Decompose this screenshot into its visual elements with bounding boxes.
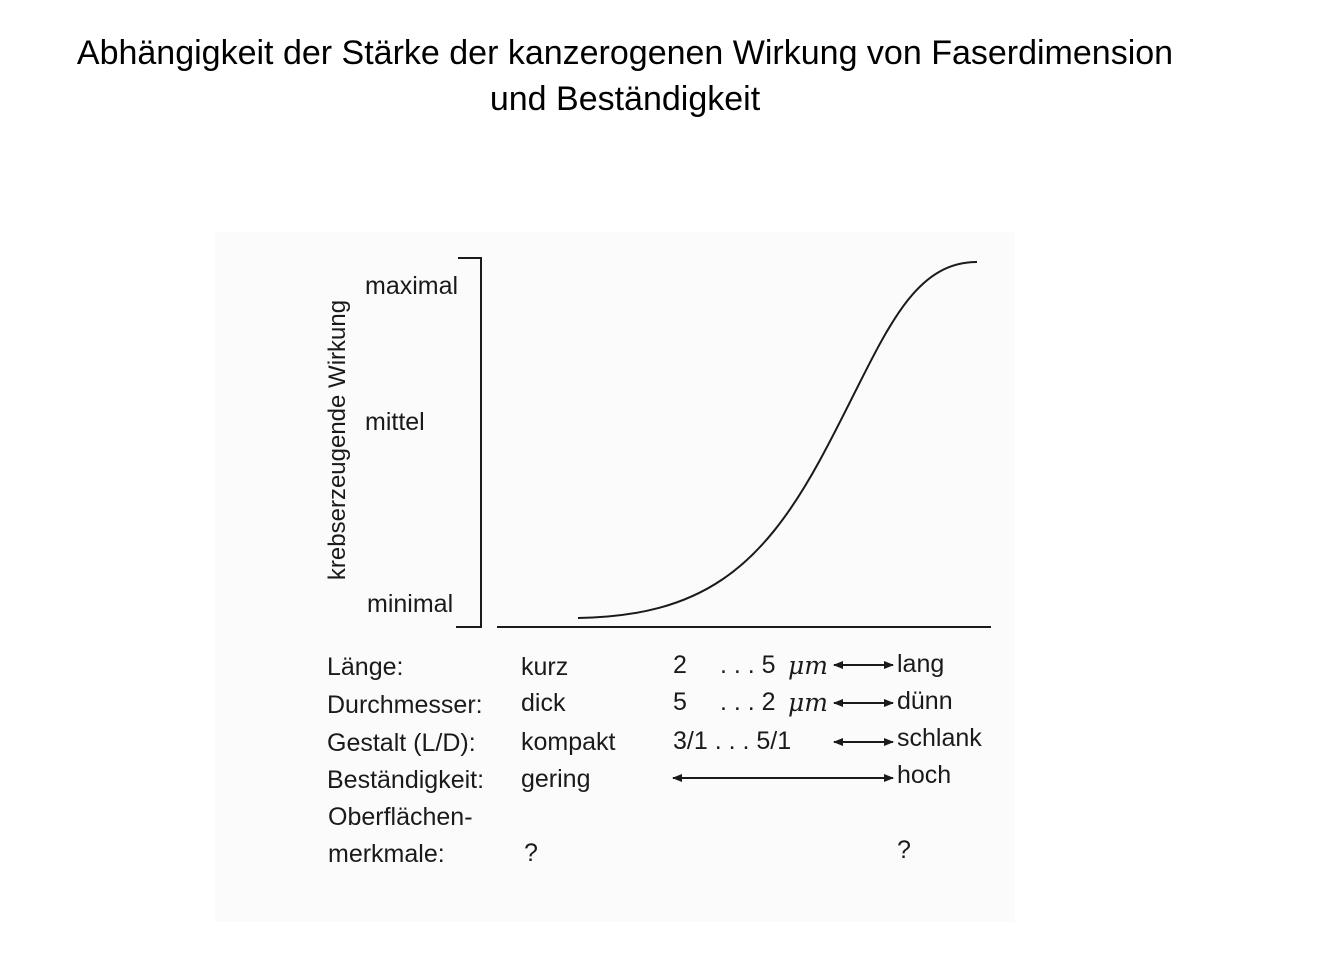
row-label-durchmesser: Durchmesser: bbox=[327, 691, 483, 719]
row-unit-laenge: μm bbox=[788, 651, 828, 680]
row-range-laenge: . . . 5 bbox=[720, 651, 776, 679]
row-high-oberflaechen: ? bbox=[897, 836, 911, 864]
level-maximal: maximal bbox=[365, 272, 459, 300]
row-low-oberflaechen: ? bbox=[524, 839, 538, 867]
title-line-2: und Beständigkeit bbox=[489, 80, 761, 118]
row-low-gestalt: kompakt bbox=[521, 728, 616, 756]
sigmoid-curve bbox=[578, 262, 977, 618]
row-high-bestaendigkeit: hoch bbox=[897, 761, 952, 789]
row-value-gestalt: 3/1 . . . 5/1 bbox=[673, 727, 792, 755]
row-high-durchmesser: dünn bbox=[897, 687, 953, 715]
row-value-laenge: 2 bbox=[673, 651, 687, 679]
title-line-1: Abhängigkeit der Stärke der kanzerogenen Wirkung von Faserdimension bbox=[76, 34, 1174, 72]
row-low-bestaendigkeit: gering bbox=[521, 765, 591, 793]
row-label-oberflaechen-2: merkmale: bbox=[328, 840, 445, 868]
row-range-durchmesser: . . . 2 bbox=[720, 688, 776, 716]
row-label-laenge: Länge: bbox=[327, 653, 404, 681]
row-low-durchmesser: dick bbox=[521, 689, 566, 717]
row-label-bestaendigkeit: Beständigkeit: bbox=[327, 766, 485, 794]
y-axis-label: krebserzeugende Wirkung bbox=[324, 299, 351, 581]
row-value-durchmesser: 5 bbox=[673, 688, 687, 716]
row-high-gestalt: schlank bbox=[897, 724, 982, 752]
row-unit-durchmesser: μm bbox=[788, 688, 828, 717]
row-label-oberflaechen-1: Oberflächen- bbox=[328, 803, 473, 831]
row-high-laenge: lang bbox=[897, 650, 945, 678]
row-low-laenge: kurz bbox=[521, 653, 569, 681]
level-minimal: minimal bbox=[367, 590, 454, 618]
level-mittel: mittel bbox=[365, 408, 425, 436]
row-label-gestalt: Gestalt (L/D): bbox=[327, 729, 476, 757]
y-axis-bracket bbox=[456, 258, 481, 627]
